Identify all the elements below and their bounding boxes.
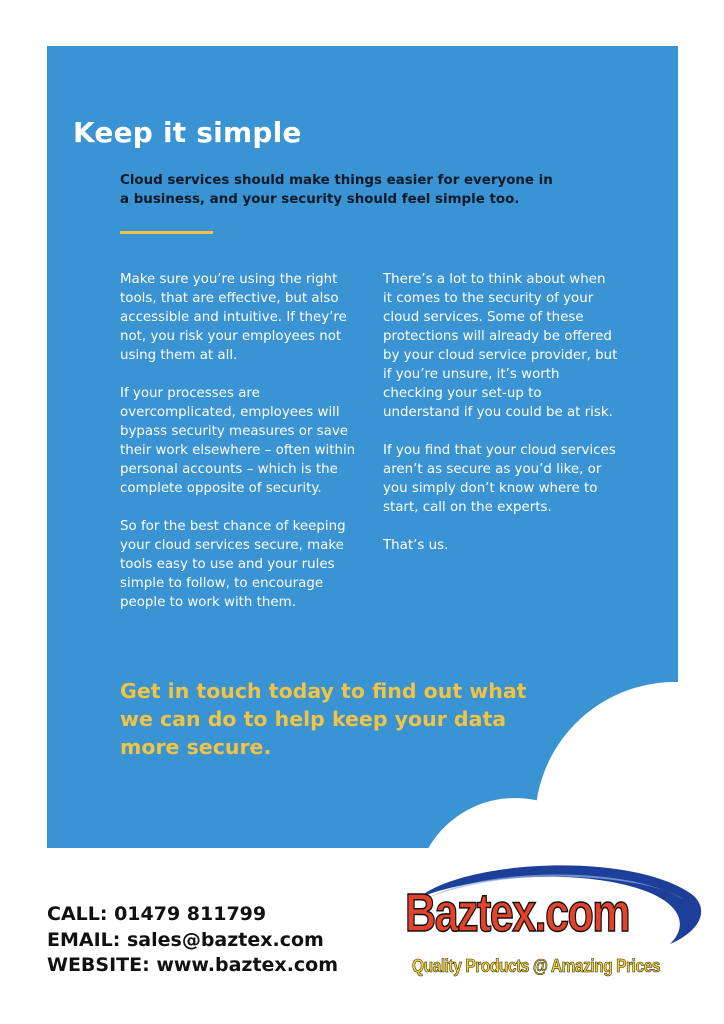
contact-block [47,902,338,979]
right-paragraph-3: That’s us. [383,538,449,553]
right-paragraph-2: If you find that your cloud services aren’t as secure as you’d like, or you simply don’t know where to start, call on the experts. [383,443,616,515]
intro-text: Cloud services should make things easier for everyone in a business, and your security should feel simple too. [120,173,553,207]
left-paragraph-2: If your processes are overcomplicated, employees will bypass security measures or save their work elsewhere – often within personal accounts – which is the complete opposite of security. [120,386,356,496]
call-to-action: Get in touch today to find out what we can do to help keep your data more secure. [120,679,527,759]
contact-website: WEBSITE: www.baztex.com [47,954,339,976]
contact-phone: CALL: 01479 811799 [47,903,267,925]
baztex-logo [398,860,708,985]
page-title: Keep it simple [73,116,302,149]
logo-tagline: Quality Products @ Amazing Prices [412,956,661,976]
right-column [383,270,618,574]
contact-email: EMAIL: sales@baztex.com [47,928,324,951]
logo-wordmark: Baztex.com [405,883,630,943]
right-paragraph-1: There’s a lot to think about when it comes to the security of your cloud services. Some of these protections will already be offered by your cloud service provider, but if you’re unsure, it’s worth checking your set-up to understand if you could be at risk. [383,272,618,420]
left-column [120,270,370,631]
accent-divider [120,231,213,234]
left-paragraph-3: So for the best chance of keeping your cloud services secure, make tools easy to use and your rules simple to follow, to encourage people to work with them. [120,519,346,610]
left-paragraph-1: Make sure you’re using the right tools, that are effective, but also accessible and intuitive. If they’re not, you risk your employees not using them at all. [120,272,347,363]
